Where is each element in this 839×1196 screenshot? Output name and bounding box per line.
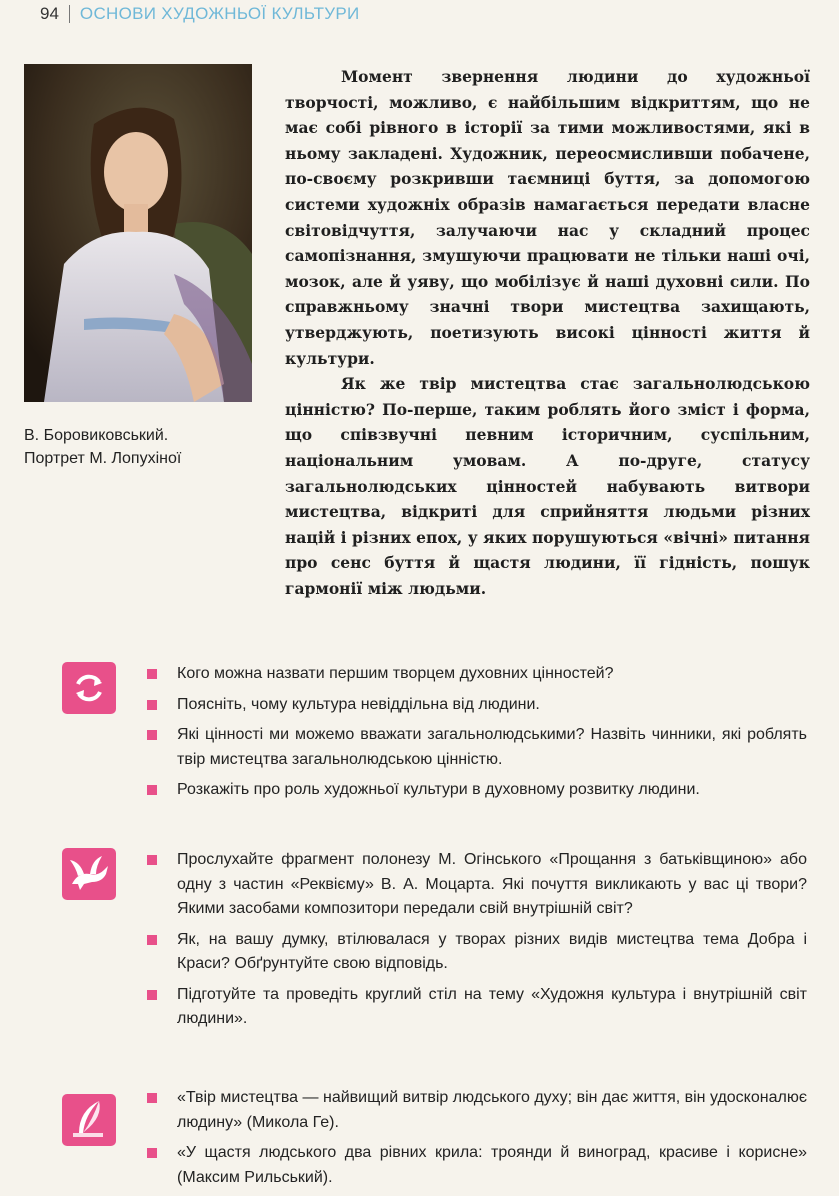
list-item: Кого можна назвати першим творцем духовних цінностей? bbox=[147, 662, 807, 687]
paragraph-1: Момент звернення людини до художньої творчості, можливо, є найбільшим відкриттям, що не має собі рівного в історії за тими можливостями, які в ньому закладені. Художник, переосмисливши побачене, по-своєму розкривши таємниці буття, за допомогою системи художніх образів намагається передати власне світовідчуття, залучаючи нас у складний процес самопізнання, змушуючи працювати не тільки наші очі, мозок, але й уяву, що мобілізує й наші духовні сили. По справжньому значні твори мистецтва захищають, утверджують, поетизують високі цінності життя й культури. bbox=[285, 67, 810, 368]
list-item: Як, на вашу думку, втілювалася у творах різних видів мистецтва тема Добра і Краси? Обґрунтуйте свою відповідь. bbox=[147, 928, 807, 977]
header-divider bbox=[69, 5, 70, 23]
portrait-caption bbox=[24, 424, 264, 470]
page-number: 94 bbox=[40, 4, 59, 23]
list-item: Які цінності ми можемо вважати загальнолюдськими? Назвіть чинники, які роблять твір мистецтва загальнолюдською цінністю. bbox=[147, 723, 807, 772]
caption-title: Портрет М. Лопухіної bbox=[24, 450, 182, 467]
caption-author: В. Боровиковський. bbox=[24, 427, 169, 444]
main-text bbox=[285, 64, 810, 601]
creative-tasks-list bbox=[147, 848, 807, 1038]
pegasus-icon bbox=[62, 848, 116, 900]
creative-tasks-block bbox=[62, 848, 812, 1048]
list-item: «У щастя людського два рівних крила: троянди й виноград, красиве і корисне» (Максим Рильський). bbox=[147, 1141, 807, 1190]
quill-icon bbox=[62, 1094, 116, 1146]
portrait-image bbox=[24, 64, 252, 402]
list-item: Поясніть, чому культура невіддільна від людини. bbox=[147, 693, 807, 718]
paragraph-2: Як же твір мистецтва стає загальнолюдською цінністю? По-перше, таким роблять його зміст і форма, що співзвучні певним історичним, суспільним, національним умовам. А по-друге, статусу загальнолюдських цінностей набувають витвори мистецтва, відкриті для сприйняття людьми різних націй і різних епох, у яких порушуються «вічні» питання про сенс буття й щастя людини, її гідність, пошук гармонії між людьми. bbox=[285, 374, 810, 598]
questions-block bbox=[62, 662, 812, 822]
list-item: Прослухайте фрагмент полонезу М. Огінського «Прощання з батьківщиною» або одну з частин «Реквієму» В. А. Моцарта. Які почуття викликають у вас ці твори? Якими засобами композитори передали свій внутрішній світ? bbox=[147, 848, 807, 922]
section-title: ОСНОВИ ХУДОЖНЬОЇ КУЛЬТУРИ bbox=[79, 4, 360, 23]
list-item: Підготуйте та проведіть круглий стіл на тему «Художня культура і внутрішній світ людини». bbox=[147, 983, 807, 1032]
quotes-block bbox=[62, 1086, 812, 1186]
quotes-list bbox=[147, 1086, 807, 1196]
list-item: «Твір мистецтва — найвищий витвір людського духу; він дає життя, він удосконалює людину» (Микола Ге). bbox=[147, 1086, 807, 1135]
questions-list bbox=[147, 662, 807, 809]
list-item: Розкажіть про роль художньої культури в духовному розвитку людини. bbox=[147, 778, 807, 803]
page-header bbox=[40, 0, 360, 28]
refresh-arrows-icon bbox=[62, 662, 116, 714]
